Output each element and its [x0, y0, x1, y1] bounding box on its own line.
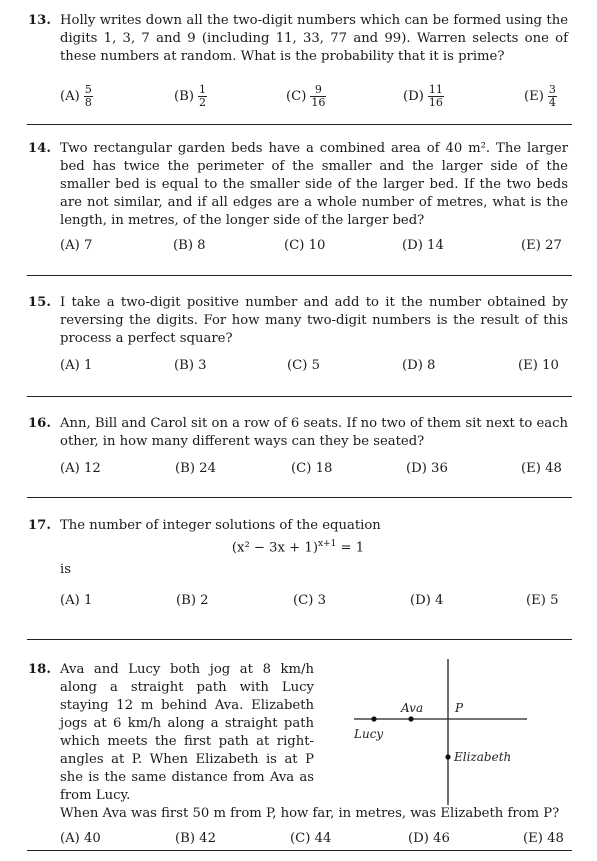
- option-c[interactable]: (C) 10: [284, 238, 326, 253]
- elizabeth-dot: [445, 754, 450, 759]
- fraction: $\frac{5}{8}$: [84, 83, 92, 109]
- p-label: P: [455, 701, 464, 715]
- lucy-dot: [371, 716, 376, 721]
- question-13: [28, 12, 568, 114]
- question-14: [28, 140, 568, 268]
- question-15: [28, 294, 568, 388]
- option-c[interactable]: (C) 44: [290, 831, 332, 846]
- option-b[interactable]: (B) 8: [173, 238, 206, 253]
- option-c[interactable]: (C) 3: [293, 593, 326, 609]
- option-c[interactable]: (C) 18: [291, 461, 333, 476]
- options: [28, 593, 568, 623]
- option-d[interactable]: (D) $\frac{11}{16}$: [403, 83, 443, 109]
- options: [28, 84, 568, 114]
- question-number: 17.: [28, 518, 51, 533]
- ava-dot: [408, 716, 413, 721]
- option-a[interactable]: (A) 12: [60, 461, 101, 476]
- question-text: Ann, Bill and Carol sit on a row of 6 seats. If no two of them sit next to each other, in how many different ways can they be seated?: [60, 416, 568, 449]
- option-e[interactable]: (E) 10: [518, 358, 559, 373]
- divider: [27, 497, 572, 498]
- divider: [27, 850, 572, 851]
- option-e[interactable]: (E) 48: [523, 831, 564, 846]
- option-a[interactable]: (A) 1: [60, 358, 93, 373]
- option-b[interactable]: (B) 3: [174, 358, 207, 373]
- options: [28, 238, 568, 268]
- option-d[interactable]: (D) 4: [410, 593, 444, 609]
- question-text: Holly writes down all the two-digit numbers which can be formed using the digits 1, 3, 7 and 9 (including 11, 33, 77 and 99). Warren selects one of these numbers at random. What is the probability that it is prime?: [60, 13, 568, 64]
- option-e[interactable]: (E) 27: [521, 238, 562, 253]
- question-text: Two rectangular garden beds have a combined area of 40 m². The larger bed has twice the perimeter of the smaller and the larger side of the smaller bed is equal to the smaller side of the larger bed. If the two beds are not similar, and if all edges are a whole number of metres, what is the length, in metres, of the longer side of the larger bed?: [60, 141, 568, 228]
- option-d[interactable]: (D) 46: [408, 831, 450, 846]
- option-e[interactable]: (E) $\frac{3}{4}$: [524, 83, 556, 109]
- question-text: I take a two-digit positive number and add to it the number obtained by reversing the digits. For how many two-digit numbers is the result of this process a perfect square?: [60, 295, 568, 346]
- question-text: Ava and Lucy both jog at 8 km/h along a straight path with Lucy staying 12 m behind Ava. Elizabeth jogs at 6 km/h along a straight path which meets the first path at right-angles at P. When Elizabeth is at P she is the same distance from Ava as from Lucy.: [60, 662, 314, 803]
- path-diagram: [352, 657, 567, 807]
- question-16: [28, 415, 568, 491]
- divider: [27, 124, 572, 125]
- lucy-label: Lucy: [354, 727, 384, 741]
- fraction: $\frac{1}{2}$: [198, 83, 206, 109]
- ava-label: Ava: [401, 701, 424, 715]
- question-number: 15.: [28, 295, 51, 310]
- options: [28, 831, 568, 861]
- question-number: 16.: [28, 416, 51, 431]
- elizabeth-label: Elizabeth: [454, 750, 512, 764]
- option-d[interactable]: (D) 8: [402, 358, 436, 373]
- option-e[interactable]: (E) 5: [526, 593, 559, 609]
- question-number: 13.: [28, 13, 51, 28]
- option-d[interactable]: (D) 36: [406, 461, 448, 476]
- question-number: 14.: [28, 141, 51, 156]
- fraction: $\frac{9}{16}$: [311, 83, 326, 109]
- divider: [27, 639, 572, 640]
- question-text: The number of integer solutions of the equation: [60, 518, 381, 533]
- option-a[interactable]: (A) 7: [60, 238, 93, 253]
- option-a[interactable]: (A) 1: [60, 593, 93, 609]
- question-text-continued: When Ava was first 50 m from P, how far, in metres, was Elizabeth from P?: [60, 806, 560, 821]
- divider: [27, 396, 572, 397]
- option-d[interactable]: (D) 14: [402, 238, 444, 253]
- equation: $(x^2 - 3x + 1)^{x+1} = 1$: [231, 539, 365, 556]
- divider: [27, 275, 572, 276]
- option-c[interactable]: (C) 5: [287, 358, 320, 373]
- option-c[interactable]: (C) $\frac{9}{16}$: [286, 83, 326, 109]
- question-17: [28, 517, 568, 623]
- option-b[interactable]: (B) 42: [175, 831, 216, 846]
- question-text-continued: is: [60, 562, 71, 578]
- option-a[interactable]: (A) $\frac{5}{8}$: [60, 83, 92, 109]
- option-b[interactable]: (B) 24: [175, 461, 216, 476]
- option-b[interactable]: (B) $\frac{1}{2}$: [174, 83, 206, 109]
- options: [28, 461, 568, 491]
- option-b[interactable]: (B) 2: [176, 593, 209, 609]
- question-number: 18.: [28, 662, 51, 677]
- fraction: $\frac{11}{16}$: [428, 83, 443, 109]
- options: [28, 358, 568, 388]
- fraction: $\frac{3}{4}$: [548, 83, 556, 109]
- option-a[interactable]: (A) 40: [60, 831, 101, 846]
- option-e[interactable]: (E) 48: [521, 461, 562, 476]
